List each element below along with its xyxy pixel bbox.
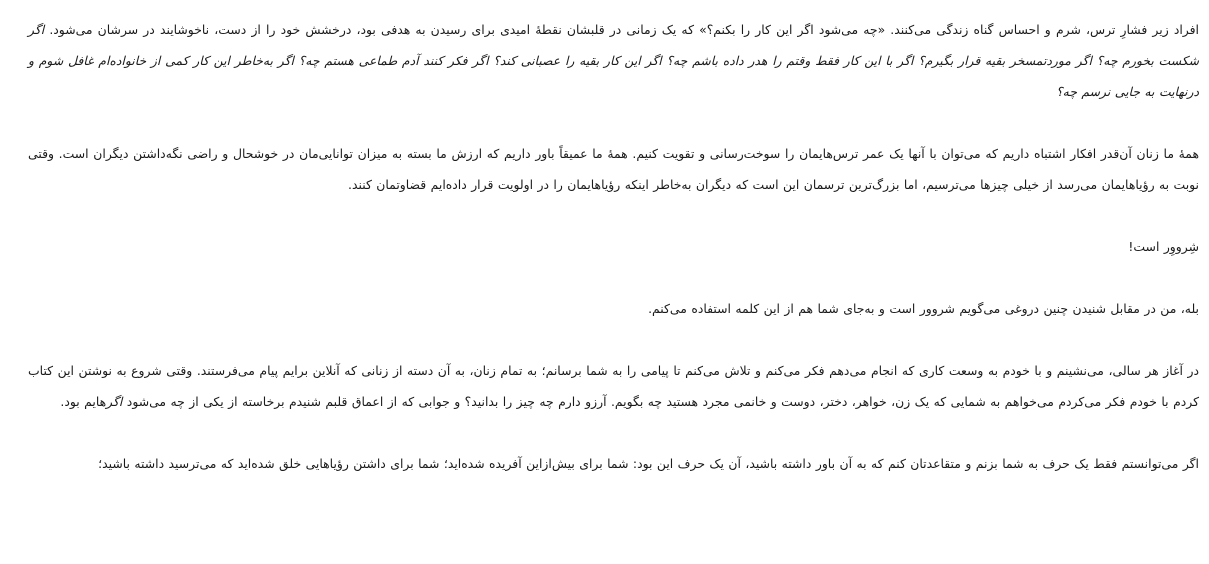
- paragraph-fear-intro-text: افراد زیر فشارِ ترس، شرم و احساس گناه زندگی می‌کنند. «چه می‌شود اگر این کار را بکنم؟» که یک زمانی در قلبشان نقطهٔ امیدی برای رسیدن به هدفی بود، درخشش خود را از دست، ناخوشایند در سرشان می‌شود.: [44, 22, 1199, 37]
- paragraph-new-year-message: [28, 355, 1199, 417]
- paragraph-one-message: اگر می‌توانستم فقط یک حرف به شما بزنم و متقاعدتان کنم که به آن باور داشته باشید، آن یک حرف این بود: شما برای بیش‌ازاین آفریده شده‌اید؛ شما برای داشتن رؤیاهایی خلق شده‌اید که می‌ترسید داشته باشید؛: [98, 456, 1199, 471]
- paragraph-nonsense-explanation: بله، من در مقابل شنیدن چنین دروغی می‌گویم شروور است و به‌جای شما هم از این کلمه استفاده می‌کنم.: [648, 301, 1199, 316]
- paragraph-nonsense-heading: شِرووِر است!: [1128, 239, 1199, 254]
- paragraph-new-year-text: در آغاز هر سالی، می‌نشینم و با خودم به وسعت کاری که انجام می‌دهم فکر می‌کنم و تلاش می‌کنم تا پیامی را به شما برسانم؛ به تمام زنان، به آن دسته از زنانی که آنلاین برایم پیام می‌فرستند. وقتی شروع به نوشتن این کتاب کردم با خودم فکر می‌کردم می‌خواهم به شمایی که یک زن، خواهر، دختر، دوست و خانمی مجرد هستید چه بگویم. آرزو دارم چه چیز را بدانید؟ و جوابی که از اعماق قلبم شنیدم برخاسته از یکی از چه می‌شود: [28, 363, 1199, 409]
- paragraph-new-year-italic-word: اگر: [106, 394, 123, 409]
- paragraph-new-year-ending: هایم بود.: [60, 394, 107, 409]
- paragraph-fear-intro: [28, 14, 1199, 107]
- paragraph-false-beliefs: همهٔ ما زنان آن‌قدر افکار اشتباه داریم که می‌توان با آنها یک عمر ترس‌هایمان را سوخت‌رسانی و تقویت کنیم. همهٔ ما عمیقاً باور داریم که ارزش ما بسته به میزان توانایی‌مان در خوشحال و راضی نگه‌داشتن دیگران است. وقتی نوبت به رؤیاهایمان می‌رسد از خیلی چیزها می‌ترسیم، اما بزرگ‌ترین ترسمان این است که دیگران به‌خاطر اینکه رؤیاهایمان را در اولویت قرار داده‌ایم قضاوتمان کنند.: [28, 146, 1199, 192]
- paragraph-fear-questions: اگر شکست بخورم چه؟ اگر موردتمسخر بقیه قرار بگیرم؟ اگر با این کار فقط وقتم را هدر داده باشم چه؟ اگر این کار بقیه را عصبانی کند؟ اگر فکر کنند آدم طماعی هستم چه؟ اگر به‌خاطر این کار کمی از خانواده‌ام غافل شوم و درنهایت به جایی نرسم چه؟: [28, 22, 1199, 99]
